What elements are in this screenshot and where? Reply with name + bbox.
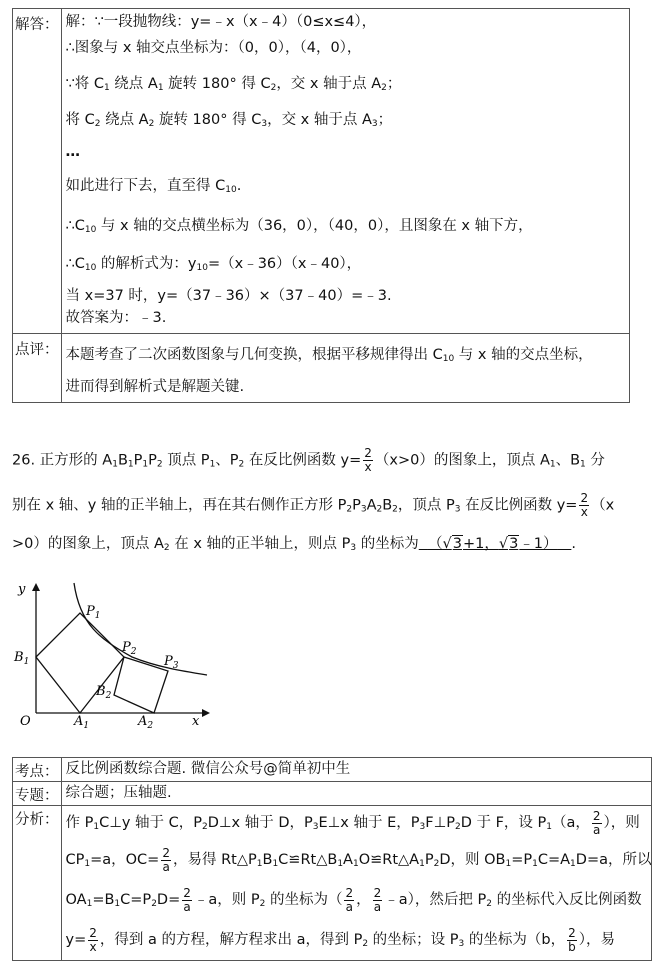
p3-label: $P_3$ (164, 654, 179, 671)
hyperbola-curve (74, 583, 207, 675)
a2-label: $A_2$ (138, 714, 154, 731)
answer-table (12, 8, 630, 403)
b2-label: $B_2$ (96, 684, 112, 701)
answer-line-7: $\therefore C_{10}$ 与 x 轴的交点横坐标为（36，0），（40，0），且图象在 x 轴下方， (65, 218, 533, 235)
x-label: x (192, 714, 200, 729)
fraction-2-over-a-5: $\frac{2}{a}$ (373, 885, 382, 914)
p2-label: $P_2$ (122, 640, 137, 657)
fraction-2-over-a-2: $\frac{2}{a}$ (162, 845, 170, 874)
answer-line-10: 故答案为：﹣3. (65, 310, 167, 326)
fraction-2-over-x-2: $\frac{2}{x}$ (580, 491, 589, 519)
answer-line-3: ∵将 $C_1$ 绕点 $A_1$ 旋转 180° 得 $C_2$，交 x 轴于点 $A_2$； (65, 76, 402, 93)
answer-line-8: $\therefore C_{10}$ 的解析式为：$y_{10}=(x﹣36)(x﹣40)$， (65, 256, 362, 273)
comment-content (61, 334, 630, 403)
question-line-1: 26. 正方形的 $A_1B_1P_1P_2$ 顶点 $P_1$、$P_2$ 在反比例函数 y= $\frac{2}{x}$ （x>0）的图象上，顶点 $A_1$、$B_1$ 分 (12, 446, 605, 474)
zhuanti-value: 综合题；压轴题. (61, 782, 652, 806)
analysis-line-1: 作 $P_1C\perp y$ 轴于 C，$P_2D\perp x$ 轴于 D，$P_3E\perp x$ 轴于 E，$P_3F\perp P_2D$ 于 F，设 $P_1(a$， $\frac{2}{a}$ ），则 (65, 808, 640, 837)
analysis-line-4: y= $\frac{2}{x}$ ，得到 a 的方程，解方程求出 a，得到 $P_2$ 的坐标；设 $P_3$ 的坐标为（b， $\frac{2}{b}$ ），易 (65, 925, 615, 954)
fenxi-label: 分析： (13, 806, 62, 961)
answer-blank: （√3+1，√3﹣1） (427, 536, 558, 552)
question-line-2: 别在 x 轴、y 轴的正半轴上，再在其右侧作正方形 $P_2P_3A_2B_2$，顶点 $P_3$ 在反比例函数 y= $\frac{2}{x}$ （x (12, 491, 615, 519)
answer-line-1: 解：∵一段抛物线：y=﹣x（x﹣4）（0≤x≤4）， (65, 14, 377, 30)
y-label: y (18, 582, 26, 597)
question-26 (12, 447, 630, 557)
y-axis-arrow (32, 583, 40, 591)
answer-line-4: 将 $C_2$ 绕点 $A_2$ 旋转 180° 得 $C_3$，交 x 轴于点 $A_3$； (65, 112, 393, 129)
x-axis-arrow (202, 709, 210, 717)
answer-line-2: ∴图象与 x 轴交点坐标为：（0，0），（4，0）， (65, 40, 362, 56)
fenxi-content (61, 806, 652, 961)
fraction-2-over-a: $\frac{2}{a}$ (592, 808, 601, 837)
fraction-2-over-x-3: $\frac{2}{x}$ (89, 925, 97, 954)
fraction-2-over-a-4: $\frac{2}{a}$ (345, 885, 354, 914)
square-figure (12, 575, 212, 730)
answer-line-5: … (65, 144, 80, 160)
answer-content (61, 9, 630, 334)
answer-line-6: 如此进行下去，直至得 $C_{10}$. (65, 178, 242, 195)
analysis-line-2: $CP_1=a$，OC= $\frac{2}{a}$ ，易得 $Rt\triangle P_1B_1C≌Rt\triangle B_1A_1O≌Rt\triangle A_1P_2D$，则 $OB_1=P_1C=A_1D=a$，所以 (65, 845, 652, 874)
answer-label: 解答： (13, 9, 62, 334)
origin-label: O (20, 714, 31, 729)
info-table (12, 757, 652, 961)
kaodian-value: 反比例函数综合题. 微信公众号@简单初中生 (61, 758, 652, 782)
a1-label: $A_1$ (74, 714, 90, 731)
kaodian-label: 考点： (13, 758, 62, 782)
fraction-2-over-x: $\frac{2}{x}$ (364, 446, 372, 474)
analysis-line-3: $OA_1=B_1C=P_2D=$ $\frac{2}{a}$ ﹣a，则 $P_2$ 的坐标为（ $\frac{2}{a}$ ， $\frac{2}{a}$ ﹣a），然后把 $P_2$ 的坐标代入反比例函数 (65, 885, 642, 914)
comment-line-1: 本题考查了二次函数图象与几何变换，根据平移规律得出 $C_{10}$ 与 x 轴的交点坐标， (65, 347, 593, 364)
fraction-2-over-b: $\frac{2}{b}$ (568, 925, 576, 954)
question-line-3: >0）的图象上，顶点 $A_2$ 在 x 轴的正半轴上，则点 $P_3$ 的坐标为 （√3+1，√3﹣1） . (12, 536, 576, 553)
p1-label: $P_1$ (86, 604, 101, 621)
zhuanti-label: 专题： (13, 782, 62, 806)
b1-label: $B_1$ (14, 650, 30, 667)
fraction-2-over-a-3: $\frac{2}{a}$ (183, 885, 191, 914)
answer-line-9: 当 x=37 时，y=（37﹣36）×（37﹣40）=﹣3. (65, 288, 392, 304)
comment-line-2: 进而得到解析式是解题关键. (65, 379, 245, 395)
comment-label: 点评： (13, 334, 62, 403)
